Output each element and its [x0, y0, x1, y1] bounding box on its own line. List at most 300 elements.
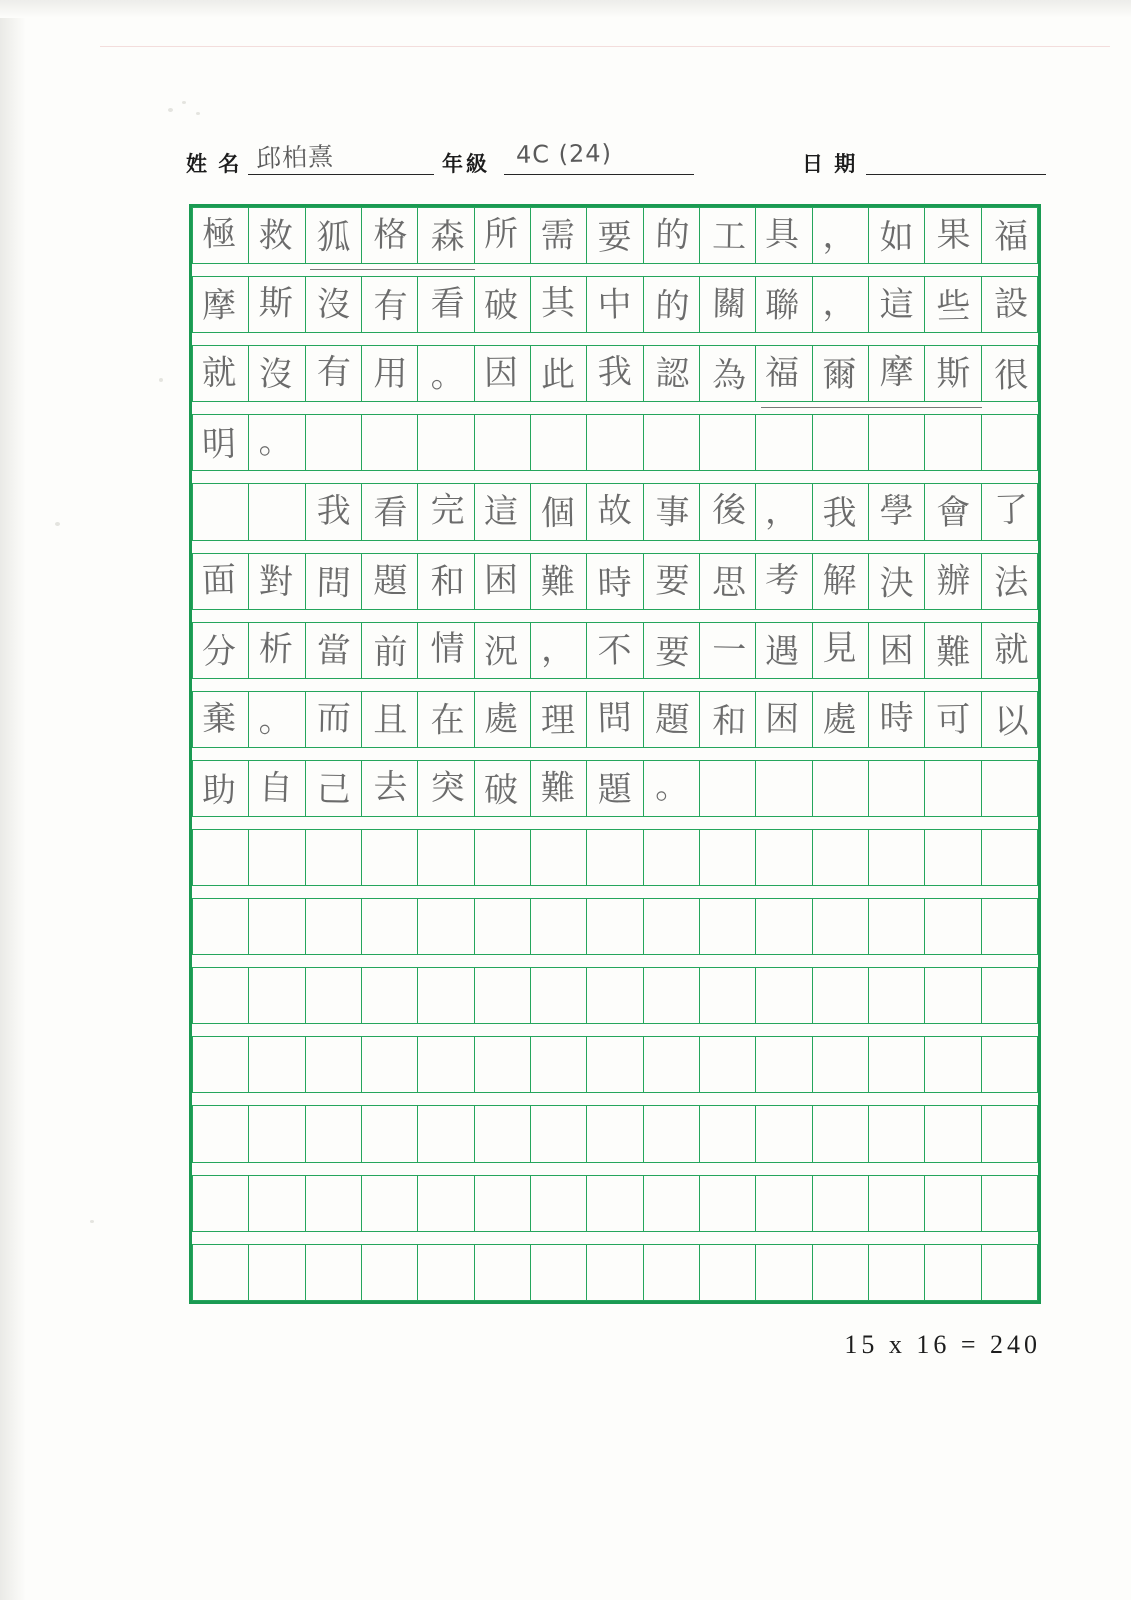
underline-fu-er-mo-si — [761, 407, 982, 408]
grid-cell[interactable] — [925, 968, 981, 1024]
grid-cell[interactable] — [249, 1037, 305, 1093]
grid-spacer-cell — [643, 540, 699, 553]
grid-cell[interactable] — [193, 346, 249, 402]
grid-spacer-row — [193, 264, 1038, 277]
grid-cell[interactable] — [530, 1106, 586, 1162]
grid-cell[interactable] — [925, 1244, 981, 1300]
grid-cell[interactable] — [249, 346, 305, 402]
grid-cell[interactable] — [305, 1244, 361, 1300]
grid-cell[interactable] — [756, 1175, 812, 1231]
grid-row — [193, 1106, 1038, 1162]
grid-cell[interactable] — [643, 1244, 699, 1300]
grid-cell[interactable] — [530, 346, 586, 402]
grid-cell[interactable] — [249, 829, 305, 885]
grid-cell[interactable] — [474, 346, 530, 402]
grid-spacer-cell — [643, 1024, 699, 1037]
grid-cell[interactable] — [530, 691, 586, 747]
grid-cell[interactable] — [530, 899, 586, 955]
grid-cell[interactable] — [643, 968, 699, 1024]
grid-cell[interactable] — [474, 829, 530, 885]
grid-spacer-cell — [812, 955, 868, 968]
grid-cell-char — [587, 968, 642, 1023]
grid-cell[interactable] — [193, 1106, 249, 1162]
grid-cell[interactable] — [756, 1106, 812, 1162]
grid-cell[interactable] — [643, 346, 699, 402]
grid-cell[interactable] — [587, 1106, 643, 1162]
grid-cell[interactable] — [756, 899, 812, 955]
grid-cell-char — [193, 899, 248, 954]
grid-cell-char — [756, 1176, 811, 1231]
grid-cell[interactable] — [587, 829, 643, 885]
grid-cell[interactable] — [699, 968, 755, 1024]
grid-cell[interactable] — [361, 1037, 417, 1093]
name-field-rule[interactable] — [248, 174, 434, 175]
grid-cell[interactable] — [868, 829, 924, 885]
grid-cell[interactable] — [699, 208, 755, 264]
grid-cell[interactable] — [756, 277, 812, 333]
grid-spacer-cell — [249, 333, 305, 346]
grid-cell[interactable] — [193, 1037, 249, 1093]
grid-cell-char: 析 — [258, 628, 294, 670]
grid-cell[interactable] — [643, 1037, 699, 1093]
grid-cell[interactable] — [474, 484, 530, 540]
grid-cell[interactable] — [530, 1037, 586, 1093]
grid-cell[interactable] — [587, 553, 643, 609]
grid-cell[interactable] — [925, 691, 981, 747]
grid-cell[interactable] — [530, 208, 586, 264]
grid-cell[interactable] — [587, 484, 643, 540]
grid-spacer-cell — [699, 333, 755, 346]
grid-cell[interactable] — [925, 622, 981, 678]
grid-cell[interactable] — [474, 691, 530, 747]
grid-cell[interactable] — [981, 346, 1037, 402]
grid-cell[interactable] — [868, 346, 924, 402]
grid-cell[interactable] — [868, 899, 924, 955]
grid-cell[interactable] — [925, 899, 981, 955]
grid-cell[interactable] — [699, 1175, 755, 1231]
grid-cell[interactable] — [530, 484, 586, 540]
grid-cell[interactable] — [249, 968, 305, 1024]
grid-spacer-cell — [925, 264, 981, 277]
grid-cell[interactable] — [587, 899, 643, 955]
grid-cell[interactable] — [812, 1244, 868, 1300]
grid-cell[interactable] — [925, 1175, 981, 1231]
grid-cell[interactable] — [305, 1175, 361, 1231]
grid-cell[interactable] — [699, 1244, 755, 1300]
grid-cell[interactable] — [587, 208, 643, 264]
grid-cell[interactable] — [868, 484, 924, 540]
grid-cell[interactable] — [193, 691, 249, 747]
grid-cell[interactable] — [699, 622, 755, 678]
grid-cell[interactable] — [587, 1175, 643, 1231]
grid-spacer-row — [193, 747, 1038, 760]
grid-cell[interactable] — [981, 208, 1037, 264]
grid-cell[interactable] — [981, 968, 1037, 1024]
grid-cell[interactable] — [981, 277, 1037, 333]
grid-cell[interactable] — [699, 760, 755, 816]
grid-cell[interactable] — [249, 553, 305, 609]
grid-cell[interactable] — [868, 208, 924, 264]
grid-cell[interactable] — [756, 622, 812, 678]
grid-cell[interactable] — [868, 1037, 924, 1093]
grid-cell-char: 棄 — [201, 698, 237, 739]
grid-cell[interactable] — [305, 691, 361, 747]
grid-cell[interactable] — [193, 829, 249, 885]
grid-cell[interactable] — [756, 1037, 812, 1093]
grid-spacer-cell — [587, 402, 643, 415]
grid-cell[interactable] — [530, 760, 586, 816]
grid-cell[interactable] — [193, 1244, 249, 1300]
grid-cell-char: 因 — [483, 352, 518, 394]
grid-cell[interactable] — [193, 208, 249, 264]
grid-cell[interactable] — [249, 208, 305, 264]
grid-cell[interactable] — [868, 553, 924, 609]
grid-cell[interactable] — [981, 760, 1037, 816]
grid-cell[interactable] — [925, 1106, 981, 1162]
grid-cell[interactable] — [756, 208, 812, 264]
grid-cell[interactable] — [530, 1175, 586, 1231]
grid-cell[interactable] — [587, 760, 643, 816]
grid-cell[interactable] — [756, 760, 812, 816]
grid-cell[interactable] — [193, 277, 249, 333]
grid-cell[interactable] — [981, 899, 1037, 955]
grid-cell[interactable] — [361, 277, 417, 333]
grid-cell-char — [306, 1245, 361, 1300]
grid-spacer-cell — [361, 1093, 417, 1106]
grid-cell[interactable] — [418, 622, 474, 678]
grid-cell[interactable] — [474, 760, 530, 816]
grid-cell[interactable] — [305, 208, 361, 264]
grid-cell[interactable] — [361, 1106, 417, 1162]
grid-cell[interactable] — [756, 415, 812, 471]
grid-cell[interactable] — [812, 1175, 868, 1231]
grid-cell[interactable] — [981, 829, 1037, 885]
grid-spacer-cell — [193, 886, 249, 899]
grid-spacer-cell — [699, 1093, 755, 1106]
grid-cell[interactable] — [981, 553, 1037, 609]
grid-cell-char: 。 — [430, 355, 465, 396]
grid-cell[interactable] — [699, 691, 755, 747]
grid-spacer-cell — [249, 471, 305, 484]
grid-cell-char — [982, 761, 1037, 816]
grid-cell[interactable] — [474, 1037, 530, 1093]
grid-cell-char — [193, 1176, 248, 1231]
grid-cell[interactable] — [699, 415, 755, 471]
grid-cell[interactable] — [474, 1244, 530, 1300]
grid-cell[interactable] — [643, 622, 699, 678]
grid-cell[interactable] — [193, 760, 249, 816]
grid-cell[interactable] — [812, 968, 868, 1024]
grid-cell[interactable] — [812, 553, 868, 609]
grid-cell[interactable] — [643, 484, 699, 540]
grid-cell[interactable] — [812, 1106, 868, 1162]
grid-cell[interactable] — [756, 484, 812, 540]
grid-spacer-cell — [474, 678, 530, 691]
grid-cell[interactable] — [249, 484, 305, 540]
grid-cell-char: 看 — [373, 492, 408, 533]
grid-spacer-cell — [305, 264, 361, 277]
grid-cell[interactable] — [305, 484, 361, 540]
grid-cell[interactable] — [868, 277, 924, 333]
grid-cell[interactable] — [305, 829, 361, 885]
grid-cell[interactable] — [756, 968, 812, 1024]
grid-cell[interactable] — [981, 1244, 1037, 1300]
grid-spacer-cell — [756, 333, 812, 346]
grid-cell[interactable] — [925, 760, 981, 816]
grid-cell[interactable] — [418, 899, 474, 955]
grid-cell[interactable] — [868, 622, 924, 678]
grid-cell[interactable] — [361, 484, 417, 540]
grid-cell[interactable] — [925, 415, 981, 471]
grid-cell[interactable] — [305, 415, 361, 471]
grid-cell[interactable] — [868, 1106, 924, 1162]
grid-cell[interactable] — [643, 760, 699, 816]
grid-cell[interactable] — [361, 208, 417, 264]
grid-cell[interactable] — [981, 484, 1037, 540]
grid-cell[interactable] — [193, 415, 249, 471]
grid-cell[interactable] — [756, 346, 812, 402]
grid-cell[interactable] — [530, 829, 586, 885]
grid-spacer-cell — [643, 264, 699, 277]
grid-cell[interactable] — [530, 968, 586, 1024]
grid-cell[interactable] — [418, 1106, 474, 1162]
grid-cell[interactable] — [418, 1037, 474, 1093]
grid-cell[interactable] — [249, 1244, 305, 1300]
grid-cell[interactable] — [981, 622, 1037, 678]
grid-cell[interactable] — [249, 899, 305, 955]
grid-cell[interactable] — [418, 1244, 474, 1300]
grid-cell[interactable] — [474, 968, 530, 1024]
grid-cell[interactable] — [868, 760, 924, 816]
grid-cell[interactable] — [812, 484, 868, 540]
grid-cell-char — [700, 899, 755, 954]
grid-spacer-cell — [925, 471, 981, 484]
grid-cell[interactable] — [981, 1037, 1037, 1093]
grid-cell-char: 這 — [483, 491, 518, 533]
grid-cell[interactable] — [643, 415, 699, 471]
grid-cell[interactable] — [249, 277, 305, 333]
grid-cell[interactable] — [361, 899, 417, 955]
grid-cell[interactable] — [643, 208, 699, 264]
grid-cell[interactable] — [361, 622, 417, 678]
grid-cell[interactable] — [361, 691, 417, 747]
grid-cell[interactable] — [868, 1175, 924, 1231]
grid-cell[interactable] — [361, 760, 417, 816]
grid-cell[interactable] — [474, 553, 530, 609]
grid-cell[interactable] — [193, 968, 249, 1024]
grid-cell-char: 爾 — [822, 354, 857, 395]
grid-cell[interactable] — [361, 415, 417, 471]
grid-cell[interactable] — [249, 691, 305, 747]
grid-cell-char — [475, 1245, 530, 1300]
grid-cell[interactable] — [699, 346, 755, 402]
grid-cell[interactable] — [812, 1037, 868, 1093]
grid-cell-char: 當 — [315, 629, 351, 671]
grid-cell[interactable] — [418, 691, 474, 747]
grid-cell[interactable] — [643, 899, 699, 955]
grid-cell[interactable] — [305, 1037, 361, 1093]
grid-cell[interactable] — [699, 484, 755, 540]
grid-cell[interactable] — [812, 899, 868, 955]
grid-cell[interactable] — [305, 277, 361, 333]
grid-cell[interactable] — [812, 691, 868, 747]
grid-cell[interactable] — [868, 968, 924, 1024]
grid-cell[interactable] — [361, 1244, 417, 1300]
grid-spacer-cell — [699, 264, 755, 277]
grid-cell[interactable] — [587, 622, 643, 678]
grid-cell[interactable] — [418, 760, 474, 816]
grid-spacer-cell — [474, 540, 530, 553]
grid-cell[interactable] — [587, 346, 643, 402]
grid-cell[interactable] — [812, 415, 868, 471]
grid-cell[interactable] — [530, 622, 586, 678]
grid-cell-char — [418, 899, 473, 954]
grid-cell[interactable] — [981, 691, 1037, 747]
grid-cell-char: 理 — [540, 699, 576, 741]
grid-cell[interactable] — [643, 691, 699, 747]
date-field-rule[interactable] — [866, 174, 1046, 175]
grid-cell-char: 對 — [258, 560, 294, 602]
scan-speck — [90, 1220, 94, 1223]
grid-cell[interactable] — [305, 1106, 361, 1162]
grid-cell-char — [193, 484, 248, 539]
grid-cell[interactable] — [868, 415, 924, 471]
grid-cell[interactable] — [756, 1244, 812, 1300]
grid-cell[interactable] — [474, 622, 530, 678]
grid-cell[interactable] — [925, 829, 981, 885]
grid-cell[interactable] — [868, 1244, 924, 1300]
grid-cell[interactable] — [530, 277, 586, 333]
grid-cell[interactable] — [699, 1106, 755, 1162]
grid-spacer-cell — [981, 1093, 1037, 1106]
grid-cell[interactable] — [305, 622, 361, 678]
grid-cell[interactable] — [587, 1244, 643, 1300]
grid-cell-char: 要 — [654, 631, 690, 673]
grid-cell[interactable] — [756, 553, 812, 609]
grid-cell[interactable] — [587, 691, 643, 747]
grid-cell[interactable] — [474, 208, 530, 264]
grid-cell[interactable] — [643, 1106, 699, 1162]
grid-cell[interactable] — [587, 1037, 643, 1093]
grid-cell[interactable] — [193, 899, 249, 955]
grid-cell[interactable] — [812, 346, 868, 402]
grid-cell[interactable] — [530, 415, 586, 471]
grid-cell[interactable] — [418, 968, 474, 1024]
grid-cell[interactable] — [305, 968, 361, 1024]
grid-cell[interactable] — [925, 277, 981, 333]
grid-cell[interactable] — [868, 691, 924, 747]
grid-cell[interactable] — [699, 1037, 755, 1093]
grid-cell[interactable] — [474, 415, 530, 471]
grid-cell[interactable] — [418, 829, 474, 885]
grid-cell[interactable] — [193, 622, 249, 678]
grid-cell[interactable] — [925, 208, 981, 264]
grid-cell[interactable] — [981, 1106, 1037, 1162]
grid-cell[interactable] — [418, 208, 474, 264]
scan-edge-shadow-top — [0, 0, 1131, 18]
grid-cell[interactable] — [699, 277, 755, 333]
grid-cell[interactable] — [305, 346, 361, 402]
grid-cell[interactable] — [361, 829, 417, 885]
grid-cell[interactable] — [756, 829, 812, 885]
grid-cell[interactable] — [812, 277, 868, 333]
grid-cell-char: 福 — [993, 215, 1029, 257]
grid-cell[interactable] — [587, 968, 643, 1024]
grid-cell[interactable] — [305, 760, 361, 816]
grid-cell[interactable] — [981, 1175, 1037, 1231]
grid-cell[interactable] — [587, 415, 643, 471]
grid-cell[interactable] — [305, 553, 361, 609]
grid-cell[interactable] — [643, 829, 699, 885]
grid-spacer-cell — [530, 886, 586, 899]
grid-cell[interactable] — [925, 1037, 981, 1093]
grid-cell[interactable] — [249, 760, 305, 816]
grid-cell-char: 去 — [373, 766, 408, 807]
grid-cell[interactable] — [193, 484, 249, 540]
grid-spacer-cell — [643, 886, 699, 899]
grid-cell-char — [644, 1245, 699, 1300]
grid-cell[interactable] — [925, 346, 981, 402]
grid-cell[interactable] — [418, 484, 474, 540]
grid-cell[interactable] — [756, 691, 812, 747]
grid-cell[interactable] — [418, 553, 474, 609]
grid-cell[interactable] — [925, 553, 981, 609]
grid-cell[interactable] — [925, 484, 981, 540]
grid-cell[interactable] — [699, 553, 755, 609]
grid-cell[interactable] — [812, 829, 868, 885]
grid-cell[interactable] — [193, 553, 249, 609]
grid-cell[interactable] — [812, 760, 868, 816]
grid-cell[interactable] — [249, 1106, 305, 1162]
grid-cell[interactable] — [305, 899, 361, 955]
grid-cell[interactable] — [699, 899, 755, 955]
grid-cell-char — [925, 1106, 980, 1161]
grid-cell[interactable] — [418, 277, 474, 333]
grid-spacer-cell — [193, 816, 249, 829]
grid-cell[interactable] — [812, 622, 868, 678]
grid-cell[interactable] — [249, 622, 305, 678]
grid-cell[interactable] — [418, 415, 474, 471]
grid-cell[interactable] — [474, 899, 530, 955]
grid-cell[interactable] — [361, 346, 417, 402]
grid-cell[interactable] — [812, 208, 868, 264]
grid-cell[interactable] — [474, 1106, 530, 1162]
grid-spacer-cell — [756, 1093, 812, 1106]
grid-cell[interactable] — [530, 1244, 586, 1300]
grid-cell[interactable] — [418, 1175, 474, 1231]
grid-cell[interactable] — [474, 1175, 530, 1231]
grid-cell[interactable] — [643, 1175, 699, 1231]
grid-cell[interactable] — [249, 1175, 305, 1231]
grid-cell[interactable] — [361, 1175, 417, 1231]
grid-cell[interactable] — [249, 415, 305, 471]
grade-field-rule[interactable] — [504, 174, 694, 175]
grid-spacer-cell — [305, 886, 361, 899]
grid-cell[interactable] — [699, 829, 755, 885]
grid-cell[interactable] — [418, 346, 474, 402]
grid-cell[interactable] — [361, 968, 417, 1024]
grid-cell[interactable] — [474, 277, 530, 333]
grid-cell[interactable] — [587, 277, 643, 333]
grid-cell-char: 看 — [430, 283, 465, 324]
grid-cell[interactable] — [643, 553, 699, 609]
grid-cell[interactable] — [530, 553, 586, 609]
grid-spacer-cell — [925, 402, 981, 415]
grid-cell[interactable] — [193, 1175, 249, 1231]
grid-cell[interactable] — [361, 553, 417, 609]
grid-cell[interactable] — [643, 277, 699, 333]
grid-cell[interactable] — [981, 415, 1037, 471]
